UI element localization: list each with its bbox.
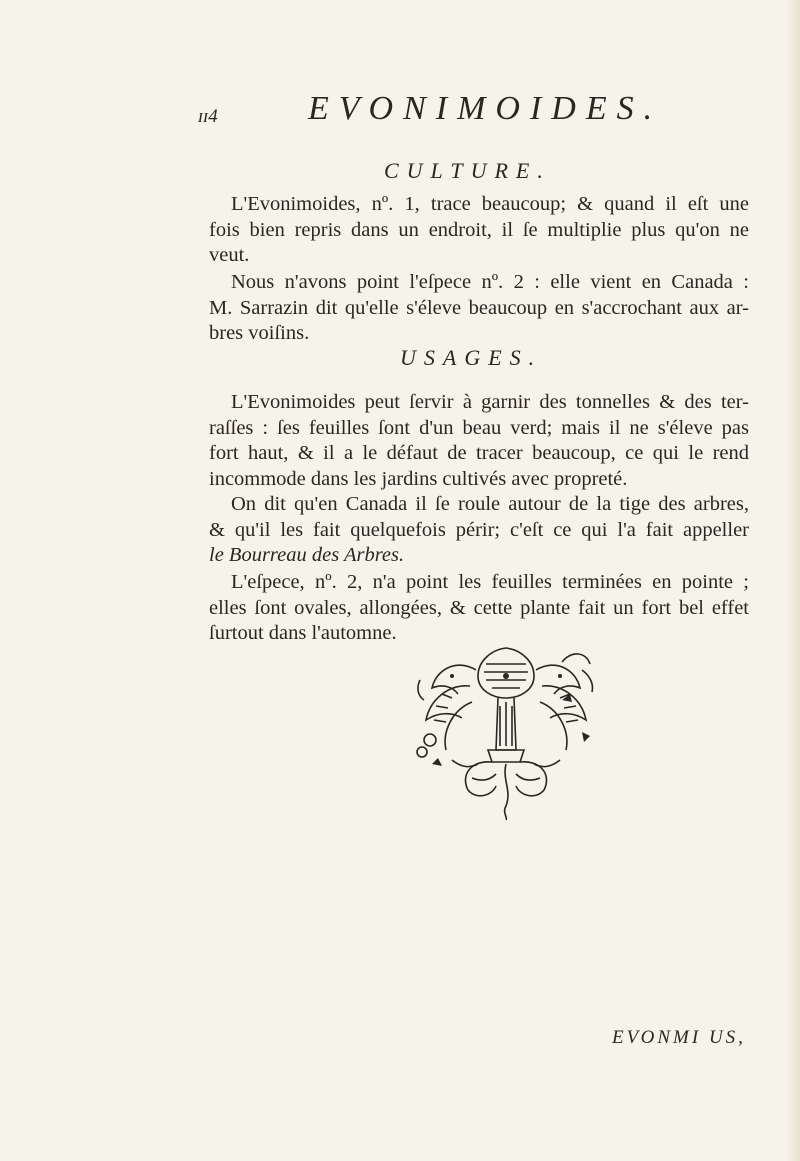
text-line: elles ſont ovales, allongées, & cette plante fait un fort bel effet	[209, 596, 749, 619]
text-line: L'Evonimoides, nº. 1, trace beaucoup; & quand il eſt une	[231, 193, 749, 215]
paragraph-usages-2	[209, 492, 749, 569]
paragraph-usages-1	[209, 390, 749, 492]
section-heading-usages: USAGES.	[400, 345, 543, 370]
text-line: & qu'il les fait quelquefois périr; c'eſt ce qui l'a fait appeller	[209, 518, 749, 541]
text-line: M. Sarrazin dit qu'elle s'éleve beaucoup en s'accrochant aux ar-	[209, 296, 749, 319]
decorative-ornament-vignette	[412, 640, 600, 820]
text-line: ſurtout dans l'automne.	[209, 622, 397, 645]
page-edge-shadow	[786, 0, 800, 1161]
text-line: L'Evonimoides peut ſervir à garnir des tonnelles & des ter-	[231, 391, 749, 413]
text-line: On dit qu'en Canada il ſe roule autour de la tige des arbres,	[231, 493, 749, 515]
text-line: veut.	[209, 244, 250, 267]
running-title: EVONIMOIDES.	[308, 90, 663, 127]
text-line: L'eſpece, nº. 2, n'a point les feuilles terminées en pointe ;	[231, 571, 749, 593]
paragraph-culture-1	[209, 192, 749, 269]
page-number: ɪɪ4	[198, 106, 218, 127]
text-line: Nous n'avons point l'eſpece nº. 2 : elle vient en Canada :	[231, 271, 749, 293]
section-heading-culture: CULTURE.	[384, 158, 551, 183]
paragraph-culture-2	[209, 270, 749, 347]
text-line: incommode dans les jardins cultivés avec propreté.	[209, 467, 628, 490]
text-line: fort haut, & il a le défaut de tracer beaucoup, ce qui le rend	[209, 442, 749, 465]
italic-text-line: le Bourreau des Arbres.	[209, 544, 405, 567]
paragraph-usages-3	[209, 570, 749, 647]
text-line: bres voiſins.	[209, 322, 310, 345]
text-line: raſſes : ſes feuilles ſont d'un beau verd; mais il ne s'éleve pas	[209, 416, 749, 439]
text-line: fois bien repris dans un endroit, il ſe multiplie plus qu'on ne	[209, 218, 749, 241]
catchword: EVONMI US,	[612, 1027, 746, 1048]
